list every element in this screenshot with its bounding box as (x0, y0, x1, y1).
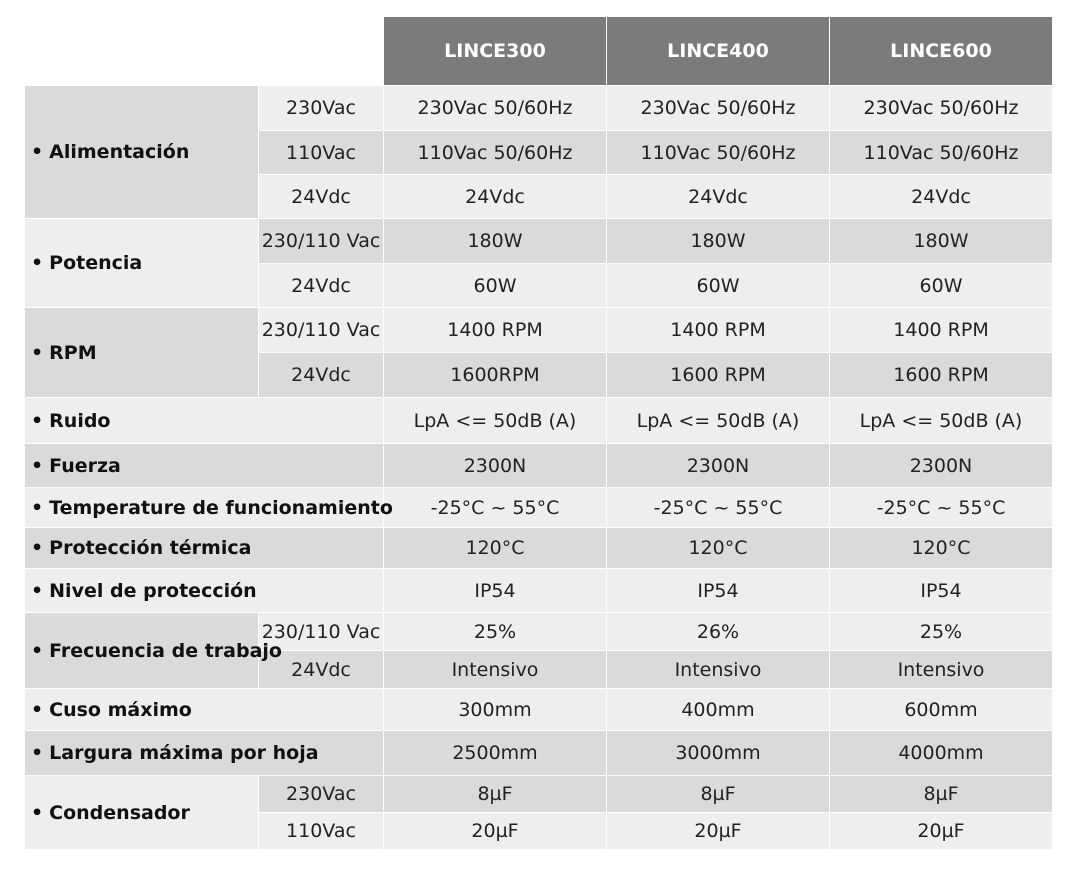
header-row (25, 17, 1053, 86)
spec-value: 230Vac 50/60Hz (830, 86, 1053, 131)
spec-value: 25% (384, 613, 607, 651)
spec-value: 2300N (830, 444, 1053, 488)
spec-label (25, 776, 259, 850)
spec-label-text: RPM (49, 341, 97, 364)
table-row (25, 776, 1053, 813)
spec-sublabel: 230/110 Vac (259, 613, 384, 651)
spec-label-text: Largura máxima por hoja (49, 742, 319, 764)
spec-value: LpA <= 50dB (A) (830, 398, 1053, 444)
spec-label (25, 731, 384, 776)
spec-sublabel: 110Vac (259, 131, 384, 175)
spec-value: 8µF (384, 776, 607, 813)
table-row (25, 528, 1053, 569)
bullet-icon: • (31, 698, 44, 721)
table-row (25, 569, 1053, 613)
spec-value: 180W (384, 219, 607, 264)
bullet-icon: • (31, 801, 44, 824)
table-row (25, 86, 1053, 131)
spec-label (25, 488, 393, 528)
spec-value: 2300N (384, 444, 607, 488)
spec-value: 110Vac 50/60Hz (384, 131, 607, 175)
spec-label-text: Potencia (49, 252, 143, 274)
model-header: LINCE400 (607, 17, 830, 86)
spec-value: 120°C (384, 528, 607, 569)
spec-value: 60W (607, 264, 830, 308)
spec-value: 230Vac 50/60Hz (607, 86, 830, 131)
spec-label (25, 219, 259, 308)
spec-sublabel: 230/110 Vac (259, 308, 384, 353)
spec-value: Intensivo (607, 651, 830, 689)
spec-value: IP54 (830, 569, 1053, 613)
bullet-icon: • (31, 639, 44, 662)
spec-label-text: Condensador (49, 801, 190, 824)
spec-value: 400mm (607, 689, 830, 731)
spec-value: 26% (607, 613, 830, 651)
spec-value: 60W (384, 264, 607, 308)
spec-value: 120°C (830, 528, 1053, 569)
spec-label-text: Alimentación (49, 141, 190, 163)
spec-value: 25% (830, 613, 1053, 651)
spec-value: 20µF (830, 813, 1053, 850)
table-row (25, 398, 1053, 444)
spec-value: LpA <= 50dB (A) (607, 398, 830, 444)
spec-value: 20µF (384, 813, 607, 850)
table-row (25, 219, 1053, 264)
spec-value: 8µF (830, 776, 1053, 813)
model-header: LINCE300 (384, 17, 607, 86)
table-row (25, 488, 1053, 528)
spec-value: 230Vac 50/60Hz (384, 86, 607, 131)
spec-label-text: Nivel de protección (49, 579, 257, 602)
bullet-icon: • (31, 252, 44, 274)
bullet-icon: • (31, 409, 44, 432)
spec-value: 600mm (830, 689, 1053, 731)
bullet-icon: • (31, 496, 44, 519)
spec-sublabel: 24Vdc (259, 264, 384, 308)
spec-value: 110Vac 50/60Hz (830, 131, 1053, 175)
spec-label (25, 528, 384, 569)
bullet-icon: • (31, 341, 44, 364)
bullet-icon: • (31, 579, 44, 602)
spec-label-text: Frecuencia de trabajo (49, 639, 282, 662)
spec-value: IP54 (607, 569, 830, 613)
spec-sublabel: 24Vdc (259, 175, 384, 219)
spec-value: 1600RPM (384, 353, 607, 398)
spec-sublabel: 230/110 Vac (259, 219, 384, 264)
spec-value: 60W (830, 264, 1053, 308)
spec-value: 1400 RPM (607, 308, 830, 353)
bullet-icon: • (31, 454, 44, 477)
spec-value: 180W (607, 219, 830, 264)
bullet-icon: • (31, 742, 44, 764)
spec-label-text: Temperature de funcionamiento (49, 496, 393, 519)
spec-body (25, 86, 1053, 850)
spec-label (25, 308, 259, 398)
spec-value: 3000mm (607, 731, 830, 776)
spec-value: 4000mm (830, 731, 1053, 776)
spec-value: 1400 RPM (384, 308, 607, 353)
spec-value: 24Vdc (607, 175, 830, 219)
table-row (25, 731, 1053, 776)
spec-value: 300mm (384, 689, 607, 731)
spec-value: 1600 RPM (607, 353, 830, 398)
spec-value: 2300N (607, 444, 830, 488)
spec-value: 1600 RPM (830, 353, 1053, 398)
spec-label (25, 569, 384, 613)
bullet-icon: • (31, 141, 44, 163)
spec-label (25, 444, 384, 488)
spec-value: 2500mm (384, 731, 607, 776)
spec-sublabel: 110Vac (259, 813, 384, 850)
spec-value: -25°C ~ 55°C (607, 488, 830, 528)
spec-value: 180W (830, 219, 1053, 264)
spec-value: Intensivo (830, 651, 1053, 689)
model-header: LINCE600 (830, 17, 1053, 86)
spec-sublabel: 24Vdc (259, 651, 384, 689)
spec-value: -25°C ~ 55°C (384, 488, 607, 528)
spec-label-text: Cuso máximo (49, 698, 192, 721)
spec-sublabel: 24Vdc (259, 353, 384, 398)
spec-value: Intensivo (384, 651, 607, 689)
table-row (25, 613, 1053, 651)
spec-value: 120°C (607, 528, 830, 569)
bullet-icon: • (31, 537, 44, 559)
spec-value: 110Vac 50/60Hz (607, 131, 830, 175)
spec-label (25, 398, 384, 444)
spec-table (24, 16, 1053, 850)
spec-label-text: Fuerza (49, 454, 121, 477)
spec-label (25, 613, 282, 689)
spec-value: 1400 RPM (830, 308, 1053, 353)
spec-label (25, 689, 384, 731)
spec-value: 24Vdc (830, 175, 1053, 219)
table-row (25, 689, 1053, 731)
spec-value: LpA <= 50dB (A) (384, 398, 607, 444)
spec-value: IP54 (384, 569, 607, 613)
spec-sublabel: 230Vac (259, 86, 384, 131)
spec-label-text: Ruido (49, 409, 111, 432)
spec-label (25, 86, 259, 219)
spec-value: 20µF (607, 813, 830, 850)
header-empty-cell (25, 17, 384, 86)
spec-value: 8µF (607, 776, 830, 813)
spec-sublabel: 230Vac (259, 776, 384, 813)
spec-value: -25°C ~ 55°C (830, 488, 1053, 528)
spec-label-text: Protección térmica (49, 537, 252, 559)
spec-value: 24Vdc (384, 175, 607, 219)
table-row (25, 308, 1053, 353)
table-row (25, 444, 1053, 488)
